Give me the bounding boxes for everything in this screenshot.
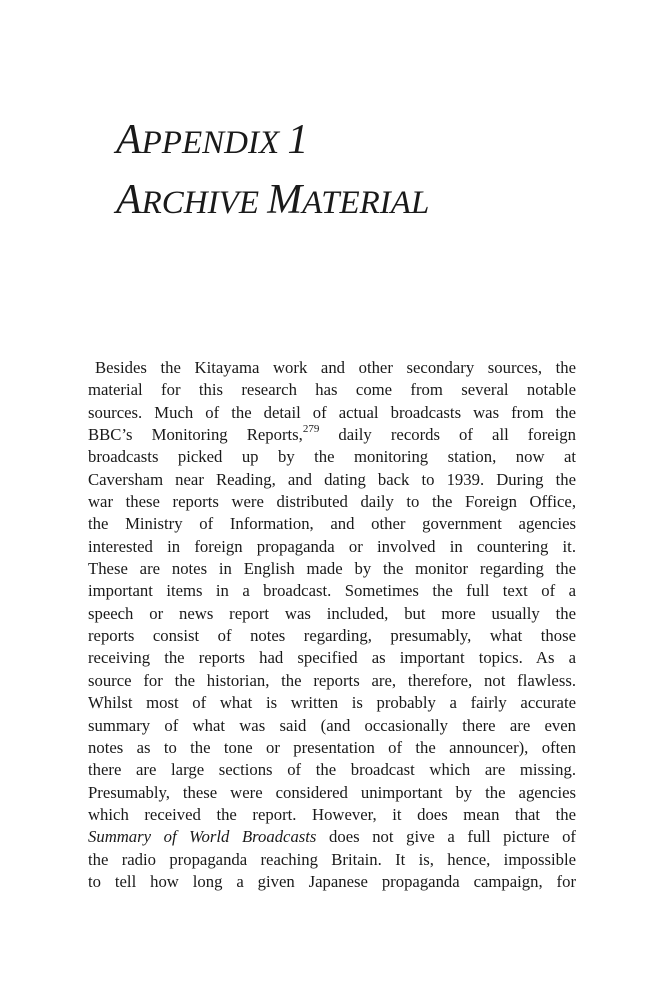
text-line: These are notes in English made by the monitor regarding the xyxy=(88,559,576,579)
text-line: which received the report. However, it does mean that the xyxy=(88,804,576,824)
text-line: Presumably, these were considered unimportant by the agencies xyxy=(88,782,576,802)
text-line: speech or news report was included, but more usually the xyxy=(88,603,576,623)
text-fragment: does not give a full picture of xyxy=(316,827,576,847)
body-paragraph xyxy=(88,357,576,893)
text-line: receiving the reports had specified as important topics. As a xyxy=(88,648,576,668)
text-line: Besides the Kitayama work and other secondary sources, the xyxy=(95,358,576,377)
appendix-heading xyxy=(116,117,430,223)
text-line xyxy=(88,424,576,446)
text-line: reports consist of notes regarding, presumably, what those xyxy=(88,626,576,646)
text-line: the radio propaganda reaching Britain. It is, hence, impossible xyxy=(88,849,576,869)
text-line: broadcasts picked up by the monitoring station, now at xyxy=(88,447,576,467)
text-line: Whilst most of what is written is probably a fairly accurate xyxy=(88,693,576,713)
heading-word: MATERIAL xyxy=(267,176,430,223)
text-line: war these reports were distributed daily to the Foreign Office, xyxy=(88,492,576,512)
text-line: source for the historian, the reports are, therefore, not flawless. xyxy=(88,670,576,690)
heading-word: APPENDIX xyxy=(116,117,280,163)
heading-word: 1 xyxy=(287,117,309,163)
text-line: the Ministry of Information, and other government agencies xyxy=(88,514,576,534)
heading-word: ARCHIVE xyxy=(116,176,259,223)
appendix-subtitle xyxy=(116,176,430,223)
text-line: summary of what was said (and occasionally there are even xyxy=(88,715,576,735)
text-line: there are large sections of the broadcast which are missing. xyxy=(88,760,576,780)
text-line: notes as to the tone or presentation of the announcer), often xyxy=(88,737,576,757)
text-line: material for this research has come from several notable xyxy=(88,380,576,400)
text-line: to tell how long a given Japanese propaganda campaign, for xyxy=(88,871,576,891)
text-line: interested in foreign propaganda or involved in countering it. xyxy=(88,536,576,556)
text-line xyxy=(88,826,576,848)
text-fragment: BBC’s Monitoring Reports, xyxy=(88,425,303,445)
publication-title: Summary of World Broadcasts xyxy=(88,827,317,847)
text-line: important items in a broadcast. Sometimes the full text of a xyxy=(88,581,576,601)
footnote-ref: 279 xyxy=(302,423,320,436)
text-line: sources. Much of the detail of actual broadcasts was from the xyxy=(88,402,576,422)
text-fragment: daily records of all foreign xyxy=(319,425,576,445)
text-line: Caversham near Reading, and dating back to 1939. During the xyxy=(88,469,576,489)
appendix-title xyxy=(116,117,429,163)
